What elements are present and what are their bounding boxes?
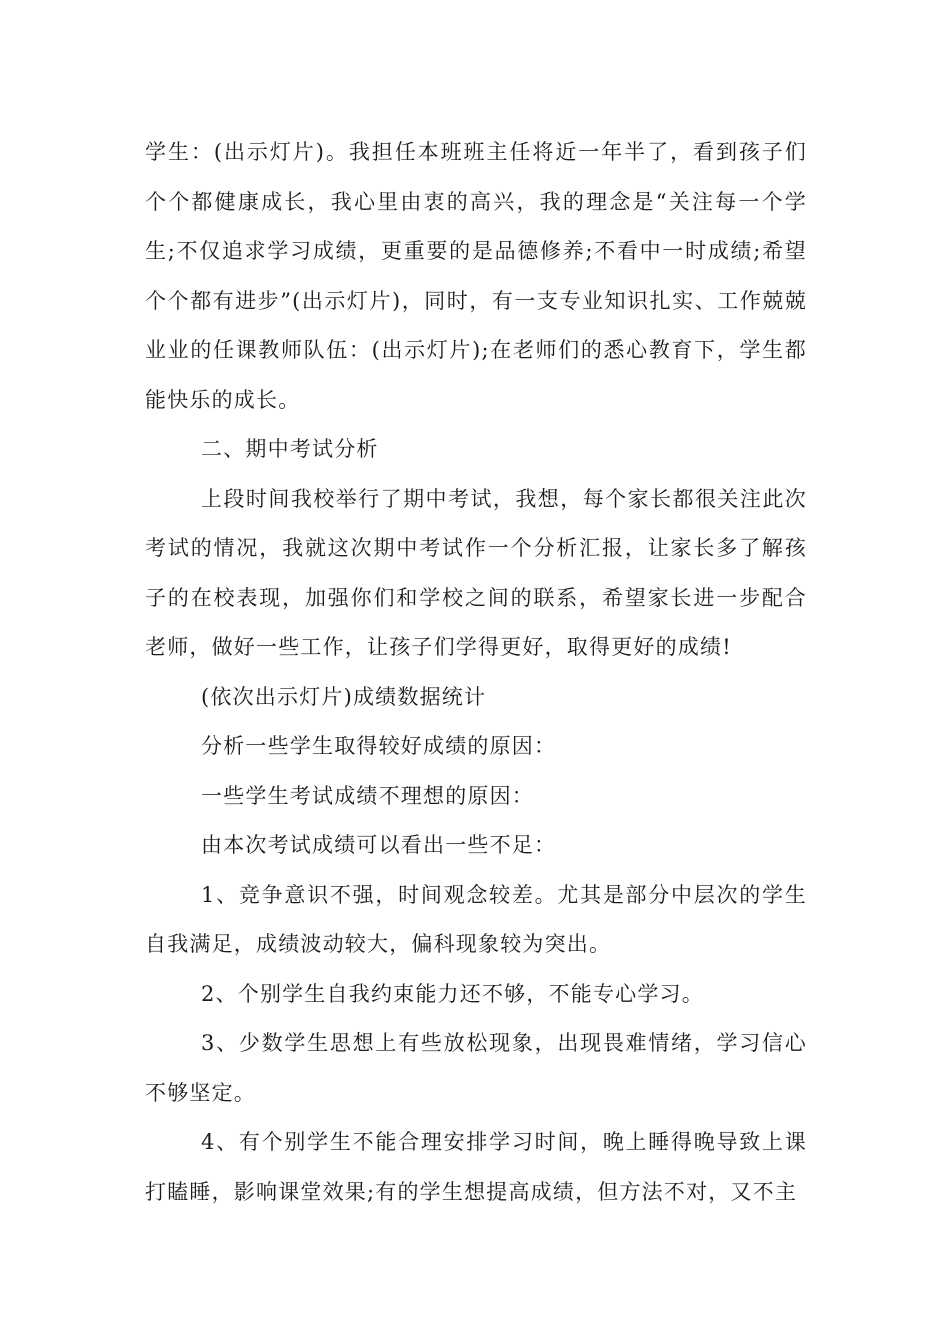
intro-paragraph: 学生：(出示灯片)。我担任本班班主任将近一年半了，看到孩子们个个都健康成长，我心里由衷的高兴，我的理念是“关注每一个学生;不仅追求学习成绩，更重要的是品德修养;不看中一时成绩;希望个个都有进步”(出示灯片)，同时，有一支专业知识扎实、工作兢兢业业的任课教师队伍：(出示灯片);在老师们的悉心教育下，学生都能快乐的成长。 bbox=[145, 140, 807, 412]
score-statistics-line: (依次出示灯片)成绩数据统计 bbox=[201, 684, 487, 709]
list-item-1: 1、竞争意识不强，时间观念较差。尤其是部分中层次的学生自我满足，成绩波动较大，偏科现象较为突出。 bbox=[145, 882, 807, 956]
list-item-3: 3、少数学生思想上有些放松现象，出现畏难情绪，学习信心不够坚定。 bbox=[145, 1031, 807, 1105]
list-item-4: 4、有个别学生不能合理安排学习时间，晚上睡得晚导致上课打瞌睡，影响课堂效果;有的学生想提高成绩，但方法不对，又不主 bbox=[145, 1130, 807, 1204]
poor-results-reason-line: 一些学生考试成绩不理想的原因： bbox=[201, 783, 534, 808]
section-heading-midterm-analysis: 二、期中考试分析 bbox=[201, 437, 379, 461]
list-item-2: 2、个别学生自我约束能力还不够，不能专心学习。 bbox=[201, 981, 704, 1006]
good-results-reason-line: 分析一些学生取得较好成绩的原因： bbox=[201, 734, 557, 758]
shortcomings-intro-line: 由本次考试成绩可以看出一些不足： bbox=[201, 833, 557, 857]
midterm-paragraph: 上段时间我校举行了期中考试，我想，每个家长都很关注此次考试的情况，我就这次期中考试作一个分析汇报，让家长多了解孩子的在校表现，加强你们和学校之间的联系，希望家长进一步配合老师，做好一些工作，让孩子们学得更好，取得更好的成绩! bbox=[145, 486, 807, 659]
document-page bbox=[145, 128, 807, 1217]
